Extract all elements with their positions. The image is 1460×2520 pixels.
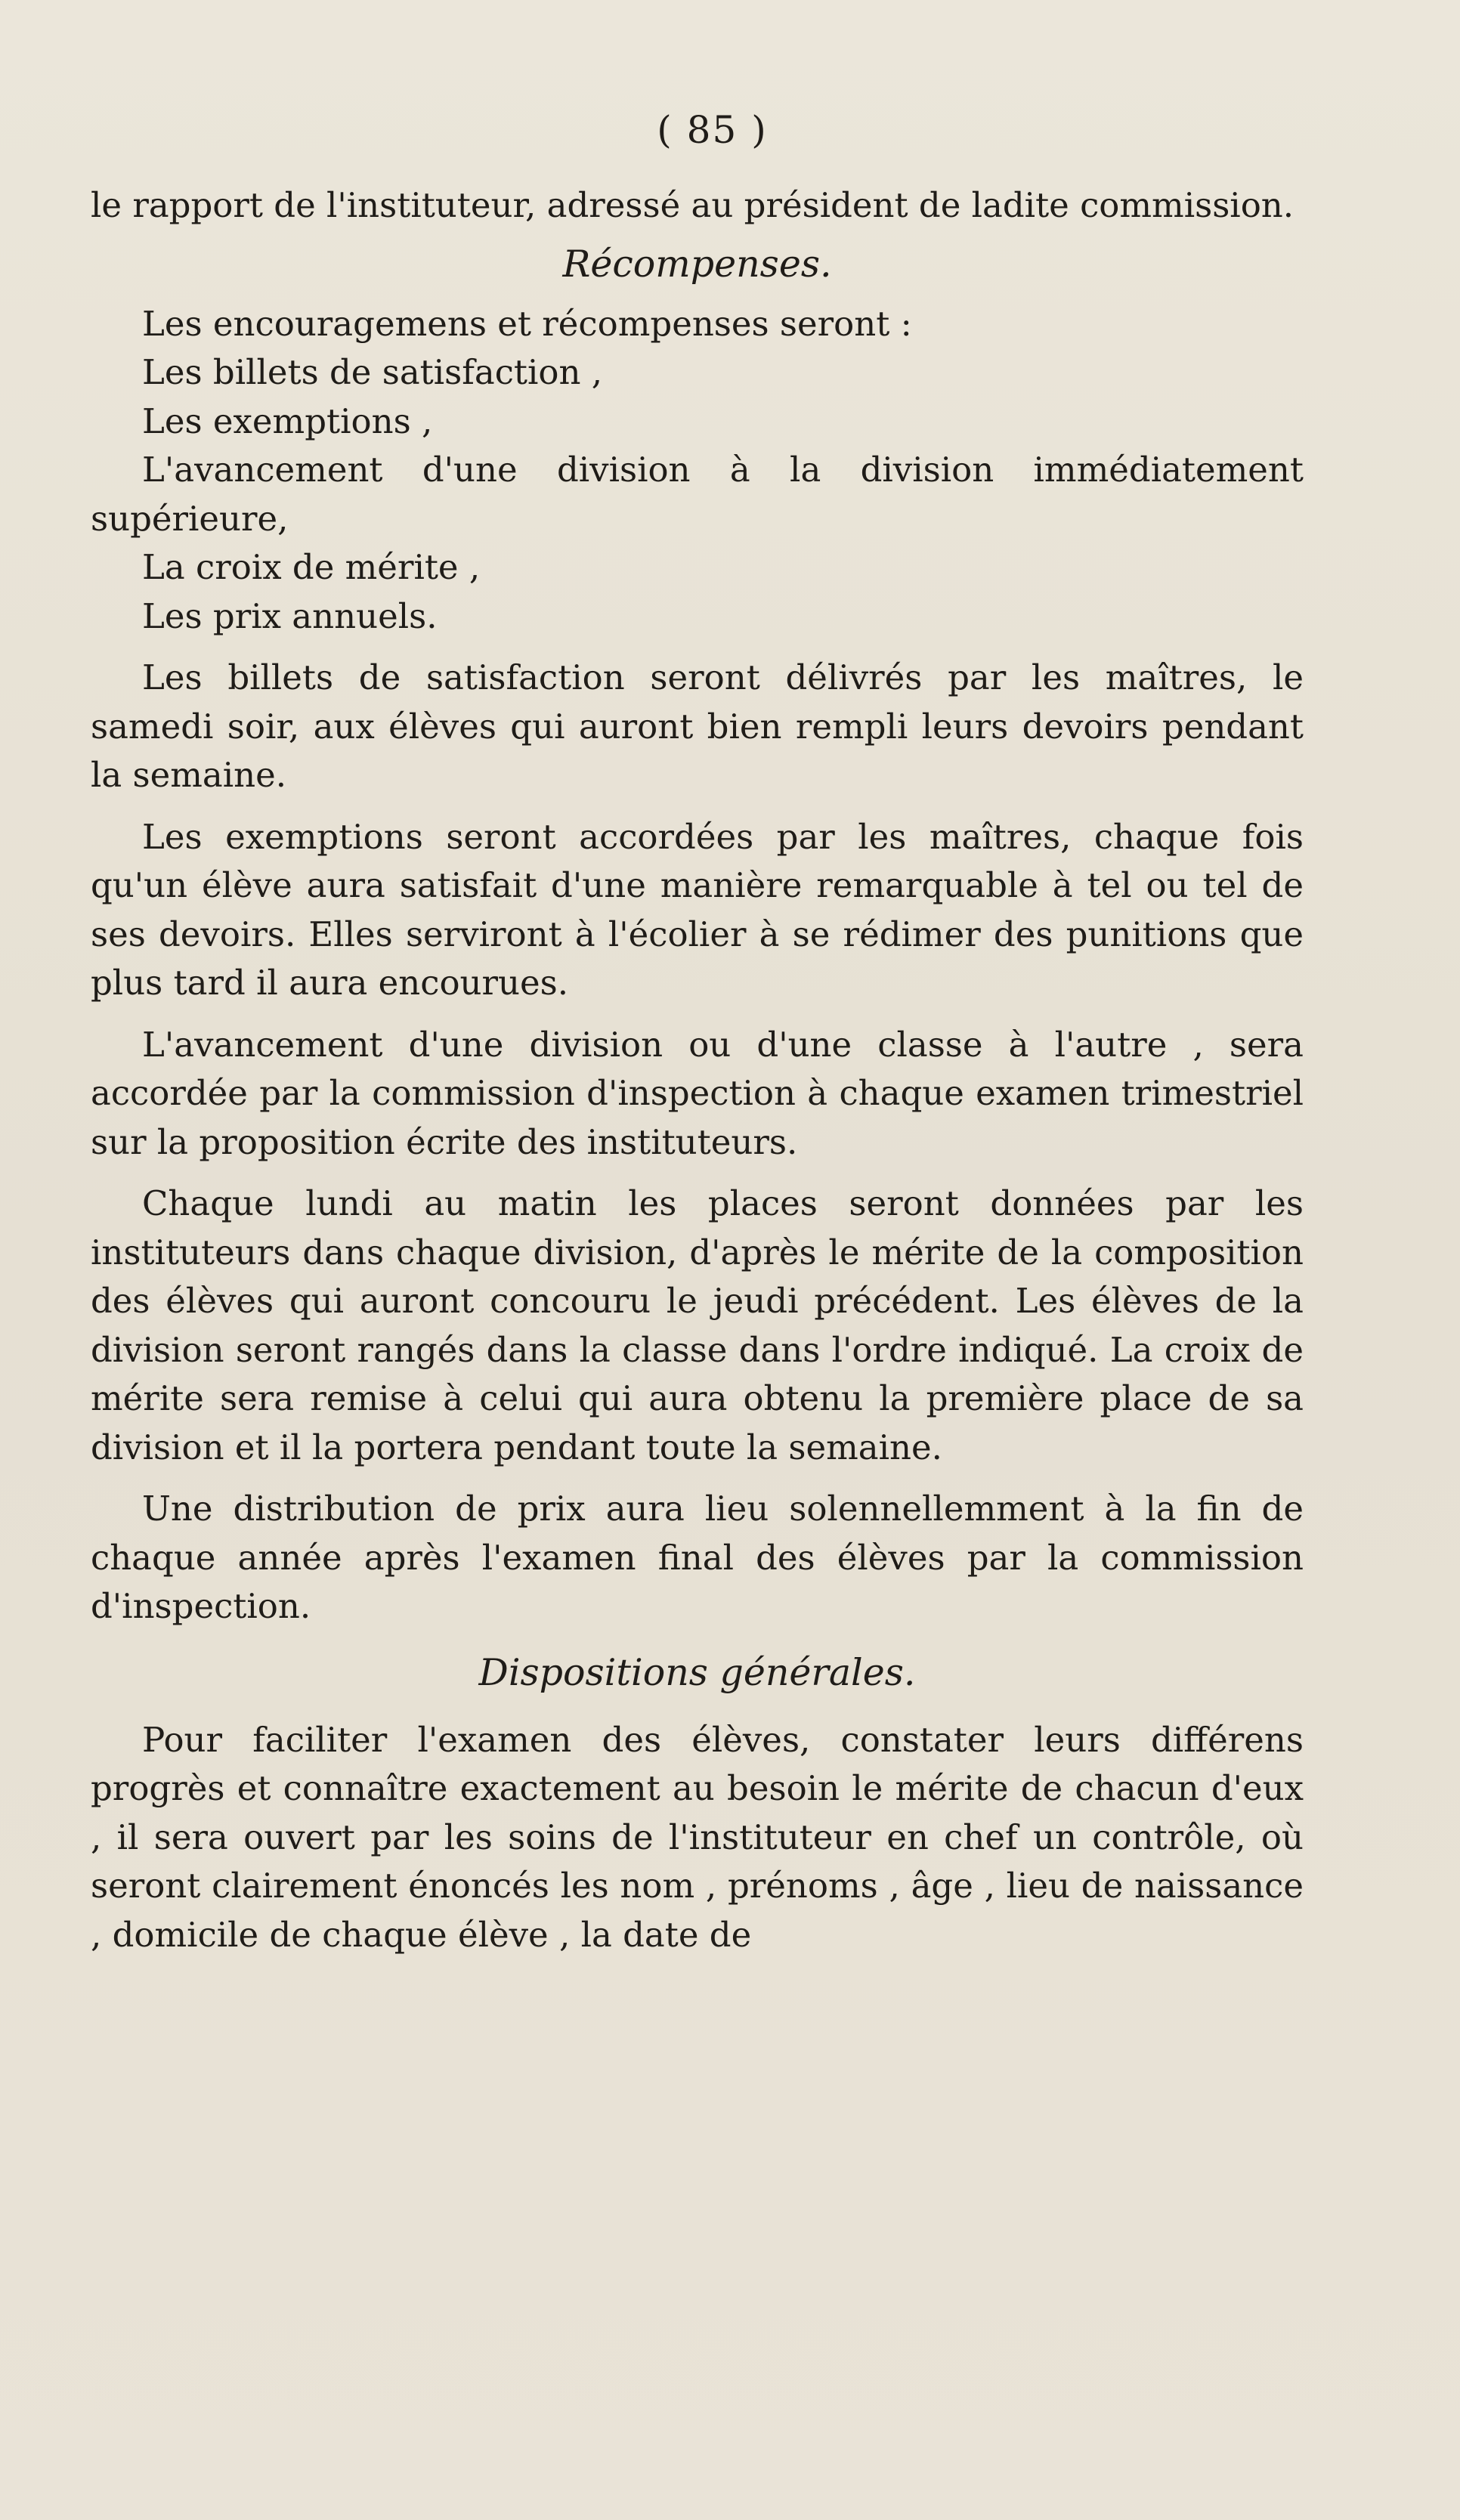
list-item: L'avancement d'une division à la division immédiatement supérieure, xyxy=(91,450,1304,539)
list-item: Les billets de satisfaction , xyxy=(142,352,603,392)
list-item: La croix de mérite , xyxy=(142,547,481,587)
paragraph: Pour faciliter l'examen des élèves, constater leurs différens progrès et connaître exactement au besoin le mérite de chacun d'eux , il sera ouvert par les soins de l'instituteur en chef un contrôle, où seront clairement énoncés les nom , prénoms , âge , lieu de naissance , domicile de chaque élève , la date de xyxy=(91,1719,1304,1955)
section-heading-recompenses: Récompenses. xyxy=(562,242,832,286)
page-text xyxy=(91,106,1304,1959)
paragraph: L'avancement d'une division ou d'une classe à l'autre , sera accordée par la commission d'inspection à chaque examen trimestriel sur la proposition écrite des instituteurs. xyxy=(91,1024,1304,1162)
page-number: ( 85 ) xyxy=(657,108,768,152)
section-heading-dispositions: Dispositions générales. xyxy=(478,1650,916,1694)
paragraph: Chaque lundi au matin les places seront données par les instituteurs dans chaque division, d'après le mérite de la composition des élèves qui auront concouru le jeudi précédent. Les élèves de la division seront rangés dans la classe dans l'ordre indiqué. La croix de mérite sera remise à celui qui aura obtenu la première place de sa division et il la portera pendant toute la semaine. xyxy=(91,1183,1304,1467)
list-item: Les exemptions , xyxy=(142,400,433,441)
paragraph: Les billets de satisfaction seront délivrés par les maîtres, le samedi soir, aux élèves qui auront bien rempli leurs devoirs pendant la semaine. xyxy=(91,657,1304,795)
list-item: Les prix annuels. xyxy=(142,595,438,636)
list-intro: Les encouragemens et récompenses seront : xyxy=(142,303,912,344)
paragraph: Les exemptions seront accordées par les maîtres, chaque fois qu'un élève aura satisfait d'une manière remarquable à tel ou tel de ses devoirs. Elles serviront à l'écolier à se rédimer des punitions que plus tard il aura encourues. xyxy=(91,816,1304,1003)
paragraph: Une distribution de prix aura lieu solennellemment à la fin de chaque année après l'examen final des élèves par la commission d'inspection. xyxy=(91,1489,1304,1626)
paragraph-continued: le rapport de l'instituteur, adressé au président de ladite commission. xyxy=(91,185,1295,225)
